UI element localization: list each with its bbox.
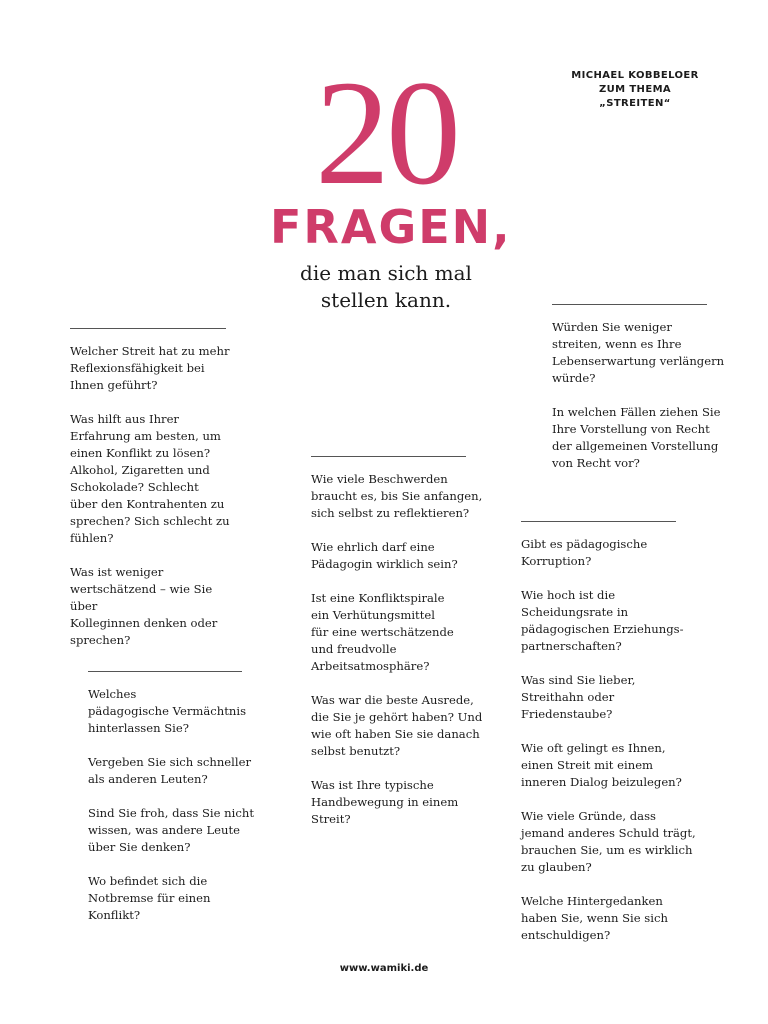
question: Was ist Ihre typische Handbewegung in einem Streit? — [311, 778, 459, 826]
question: Wie hoch ist die Scheidungsrate in pädagogischen Erziehungs- partnerschaften? — [521, 588, 684, 653]
footer-url: www.wamiki.de — [339, 963, 429, 974]
question: Wie oft gelingt es Ihnen, einen Streit mit einem inneren Dialog beizulegen? — [521, 741, 682, 789]
divider-rule — [552, 304, 707, 305]
divider-rule — [88, 671, 242, 672]
question: Welches pädagogische Vermächtnis hinterlassen Sie? — [88, 687, 247, 735]
question: Wie ehrlich darf eine Pädagogin wirklich sein? — [311, 540, 458, 571]
subline-line-2: stellen kann. — [320, 288, 452, 312]
question-column-3 — [311, 456, 496, 845]
question: Sind Sie froh, dass Sie nicht wissen, was andere Leute über Sie denken? — [88, 806, 254, 854]
author-name: MICHAEL KOBBELOER — [571, 70, 699, 81]
question: Welche Hintergedanken haben Sie, wenn Sie sich entschuldigen? — [521, 894, 668, 942]
question: Gibt es pädagogische Korruption? — [521, 537, 648, 568]
big-number-20: 20 — [315, 50, 457, 216]
question: Wie viele Beschwerden braucht es, bis Sie anfangen, sich selbst zu reflektieren? — [311, 472, 483, 520]
question: Wo befindet sich die Notbremse für einen Konflikt? — [88, 874, 211, 922]
question: Welcher Streit hat zu mehr Reflexionsfähigkeit bei Ihnen geführt? — [70, 344, 230, 392]
question: Würden Sie weniger streiten, wenn es Ihre Lebenserwartung verlängern würde? — [552, 320, 725, 385]
question-column-2 — [88, 671, 258, 941]
question: In welchen Fällen ziehen Sie Ihre Vorstellung von Recht der allgemeinen Vorstellung von Recht vor? — [552, 405, 721, 470]
author-topic-label: ZUM THEMA — [598, 84, 672, 95]
question: Ist eine Konfliktspirale ein Verhütungsmittel für eine wertschätzende und freudvolle Arbeitsatmosphäre? — [311, 591, 454, 673]
divider-rule — [521, 521, 676, 522]
question: Was war die beste Ausrede, die Sie je gehört haben? Und wie oft haben Sie sie danach selbst benutzt? — [311, 693, 483, 758]
author-block — [560, 69, 710, 111]
question: Was hilft aus Ihrer Erfahrung am besten, um einen Konflikt zu lösen? Alkohol, Zigaretten und Schokolade? Schlecht über den Kontrahenten zu sprechen? Sich schlecht zu fühlen? — [70, 412, 230, 545]
author-topic: „STREITEN“ — [599, 98, 671, 109]
question: Wie viele Gründe, dass jemand anderes Schuld trägt, brauchen Sie, um es wirklich zu glauben? — [521, 809, 696, 874]
subline — [280, 260, 492, 314]
headline: FRAGEN, — [270, 200, 512, 254]
divider-rule — [70, 328, 226, 329]
question-column-1 — [70, 328, 240, 666]
subline-line-1: die man sich mal — [300, 261, 472, 285]
divider-rule — [311, 456, 466, 457]
question: Was sind Sie lieber, Streithahn oder Friedenstaube? — [521, 673, 636, 721]
question: Vergeben Sie sich schneller als anderen Leuten? — [88, 755, 251, 786]
question: Was ist weniger wertschätzend – wie Sie über Kolleginnen denken oder sprechen? — [70, 565, 218, 647]
question-column-4 — [552, 304, 752, 489]
question-column-5 — [521, 521, 721, 961]
